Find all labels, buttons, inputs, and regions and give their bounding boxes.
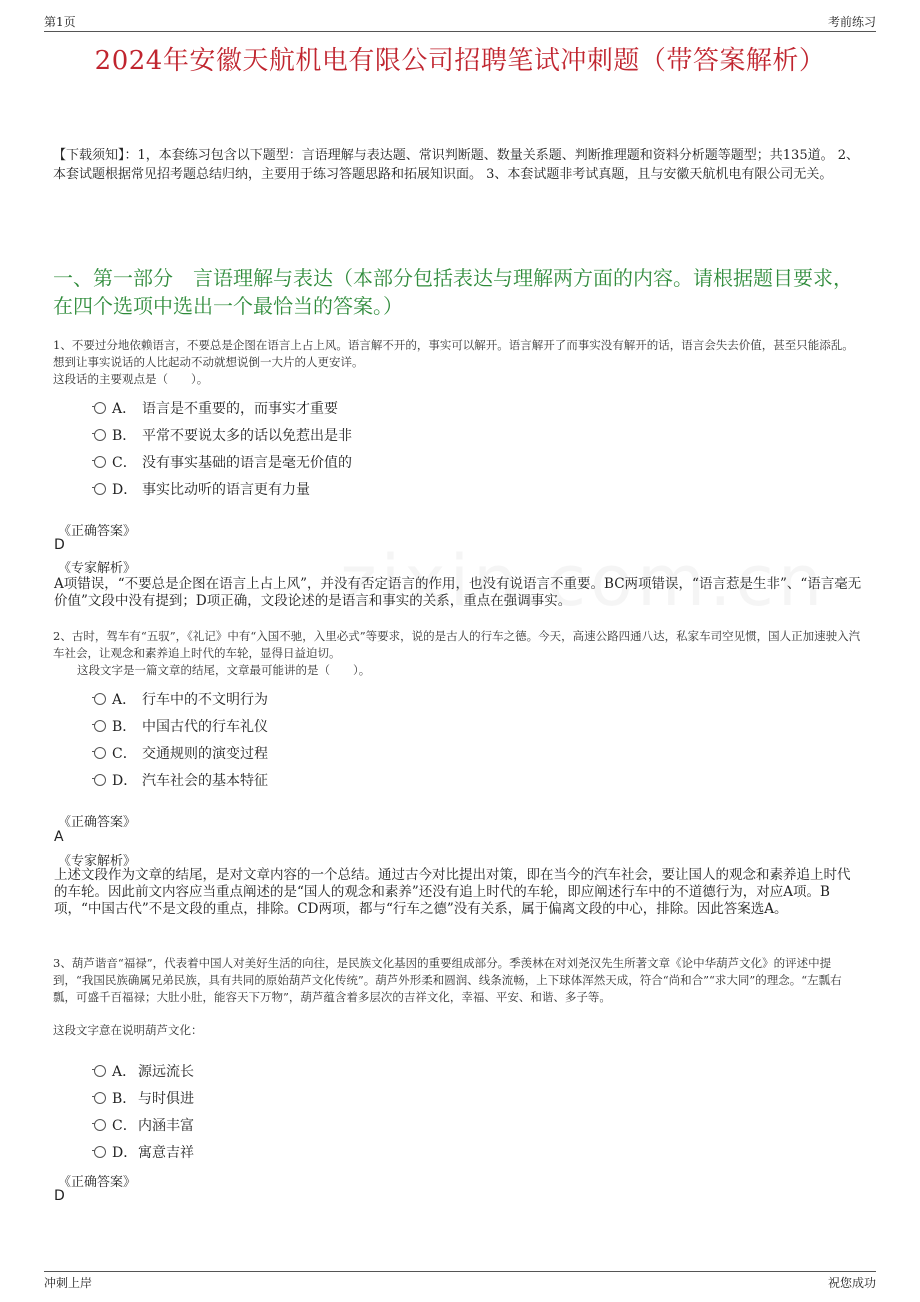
- question-prompt: 这段文字是一篇文章的结尾，文章最可能讲的是（ ）。: [77, 663, 371, 677]
- radio-icon[interactable]: [94, 402, 106, 414]
- analysis-text: A项错误，“不要总是企图在语言上占上风”，并没有否定语言的作用，也没有说语言不重要。BC两项错误，“语言惹是生非”、“语言毫无价值”文段中没有提到；D项正确，文段论述的是语言和事实的关系，重点在强调事实。: [54, 576, 862, 609]
- option-text: 交通规则的演变过程: [142, 746, 268, 762]
- radio-icon[interactable]: [94, 1146, 106, 1158]
- radio-icon[interactable]: [94, 1119, 106, 1131]
- question-1: [53, 337, 861, 388]
- question-prompt: 这段话的主要观点是（ ）。: [53, 372, 209, 386]
- radio-icon[interactable]: [94, 720, 106, 732]
- section-title: 一、第一部分 言语理解与表达（本部分包括表达与理解两方面的内容。请根据题目要求，在四个选项中选出一个最恰当的答案。）: [53, 266, 853, 318]
- option-text: 语言是不重要的，而事实才重要: [142, 401, 338, 417]
- option-c[interactable]: C． 交通规则的演变过程: [94, 743, 268, 763]
- option-d[interactable]: D．寓意吉祥: [94, 1142, 194, 1162]
- footer-left-text: 冲刺上岸: [44, 1276, 93, 1290]
- radio-icon[interactable]: [94, 1092, 106, 1104]
- option-d[interactable]: D． 汽车社会的基本特征: [94, 770, 268, 790]
- answer-label: 《正确答案》: [58, 524, 137, 539]
- option-a[interactable]: A． 行车中的不文明行为: [94, 689, 268, 709]
- page-number: 第1页: [44, 15, 76, 29]
- answer-label: 《正确答案》: [58, 815, 137, 830]
- download-notice: 【下载须知】：1，本套练习包含以下题型：言语理解与表达题、常识判断题、数量关系题、判断推理题和资料分析题等题型；共135道。 2、本套试题根据常见招考题总结归纳，主要用于练习答题思路和拓展知识面。 3、本套试题非考试真题，且与安徽天航机电有限公司无关。: [53, 148, 859, 182]
- option-a[interactable]: A． 源远流长: [94, 1061, 194, 1081]
- correct-answer: D: [54, 1188, 65, 1204]
- option-b[interactable]: B． 平常不要说太多的话以免惹出是非: [94, 425, 352, 445]
- option-text: 没有事实基础的语言是毫无价值的: [142, 455, 352, 471]
- option-text: 寓意吉祥: [138, 1145, 194, 1161]
- option-text: 与时俱进: [138, 1091, 194, 1107]
- option-b[interactable]: B． 中国古代的行车礼仪: [94, 716, 268, 736]
- page-header: [44, 13, 876, 32]
- question-2: [53, 628, 861, 679]
- question-3: [53, 955, 861, 1039]
- radio-icon[interactable]: [94, 693, 106, 705]
- option-text: 内涵丰富: [138, 1118, 194, 1134]
- radio-icon[interactable]: [94, 1065, 106, 1077]
- page-footer: [44, 1271, 876, 1292]
- radio-icon[interactable]: [94, 456, 106, 468]
- answer-label: 《正确答案》: [58, 1175, 137, 1190]
- option-text: 行车中的不文明行为: [142, 692, 268, 708]
- radio-icon[interactable]: [94, 774, 106, 786]
- option-text: 事实比动听的语言更有力量: [142, 482, 310, 498]
- option-d[interactable]: D． 事实比动听的语言更有力量: [94, 479, 310, 499]
- question-prompt: 这段文字意在说明葫芦文化：: [53, 1023, 203, 1037]
- radio-icon[interactable]: [94, 483, 106, 495]
- document-title: 2024年安徽天航机电有限公司招聘笔试冲刺题（带答案解析）: [94, 46, 826, 76]
- option-c[interactable]: C． 没有事实基础的语言是毫无价值的: [94, 452, 352, 472]
- header-tag: 考前练习: [827, 15, 876, 29]
- correct-answer: A: [54, 829, 64, 845]
- analysis-label: 《专家解析》: [58, 854, 137, 869]
- correct-answer: D: [54, 537, 65, 553]
- radio-icon[interactable]: [94, 747, 106, 759]
- radio-icon[interactable]: [94, 429, 106, 441]
- question-text: 2、古时，驾车有“五驭”，《礼记》中有“入国不驰，入里必式”等要求，说的是古人的行车之德。今天，高速公路四通八达，私家车司空见惯，国人正加速驶入汽车社会，让观念和素养追上时代的车轮，显得日益迫切。: [53, 629, 861, 660]
- footer-right-text: 祝您成功: [827, 1276, 876, 1290]
- option-a[interactable]: A． 语言是不重要的，而事实才重要: [94, 398, 338, 418]
- option-text: 汽车社会的基本特征: [142, 773, 268, 789]
- option-text: 中国古代的行车礼仪: [142, 719, 268, 735]
- option-c[interactable]: C．内涵丰富: [94, 1115, 194, 1135]
- analysis-label: 《专家解析》: [58, 561, 137, 576]
- option-text: 平常不要说太多的话以免惹出是非: [142, 428, 352, 444]
- option-text: 源远流长: [138, 1064, 194, 1080]
- question-text: 1、不要过分地依赖语言，不要总是企图在语言上占上风。语言解不开的，事实可以解开。语言解开了而事实没有解开的话，语言会失去价值，甚至只能添乱。想到让事实说话的人比起动不动就想说倒一大片的人更安详。: [53, 338, 854, 369]
- option-b[interactable]: B． 与时俱进: [94, 1088, 194, 1108]
- question-text: 3、葫芦谐音“福禄”，代表着中国人对美好生活的向往，是民族文化基因的重要组成部分。季羡林在对刘尧汉先生所著文章《论中华葫芦文化》的评述中提到，“我国民族确属兄弟民族，具有共同的原始葫芦文化传统”。葫芦外形柔和圆润、线条流畅，上下球体浑然天成，符合“尚和合”“求大同”的理念。“左瓢右瓢，可盛千百福禄；大肚小肚，能容天下万物”，葫芦蕴含着多层次的吉祥文化，幸福、平安、和谐、多子等。: [53, 956, 842, 1004]
- analysis-text: 上述文段作为文章的结尾，是对文章内容的一个总结。通过古今对比提出对策，即在当今的汽车社会，要让国人的观念和素养追上时代的车轮。因此前文内容应当重点阐述的是“国人的观念和素养”还没有追上时代的车轮，即应阐述行车中的不道德行为，对应A项。B项，“中国古代”不是文段的重点，排除。CD两项，都与“行车之德”没有关系，属于偏离文段的中心，排除。因此答案选A。: [54, 867, 851, 917]
